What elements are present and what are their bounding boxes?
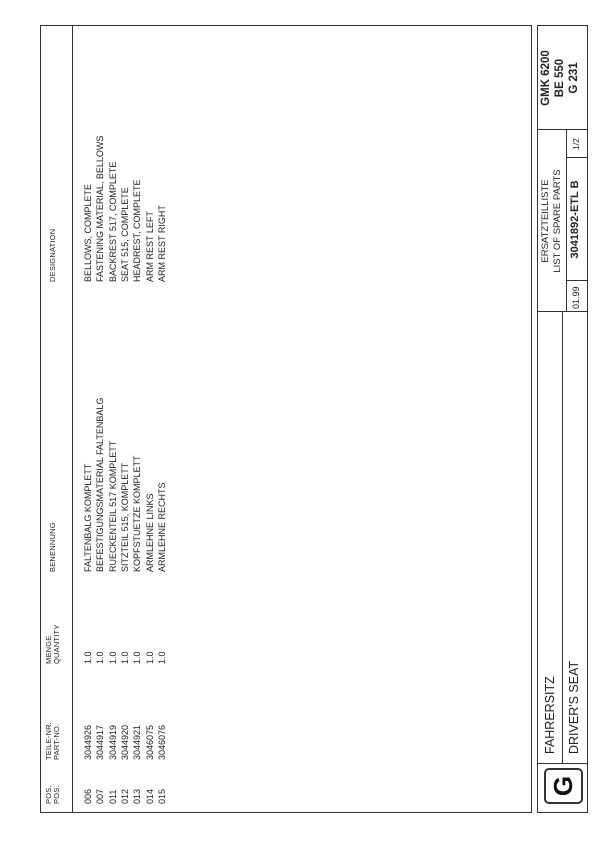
quantity-cell: 1.0 <box>156 651 167 664</box>
table-row <box>145 26 156 812</box>
title-block <box>537 25 588 813</box>
pos-cell: 011 <box>107 789 118 804</box>
designation-cell: ARM REST LEFT <box>144 211 155 282</box>
designation-cell: SEAT 515, COMPLETE <box>119 187 130 282</box>
designation-cell: ARM REST RIGHT <box>156 205 167 282</box>
header-quantity-en: QUANTITY <box>52 624 61 664</box>
pos-cell: 013 <box>132 788 143 804</box>
list-title-de: ERSATZTEILLISTE <box>540 179 551 263</box>
pos-cell: 015 <box>156 788 167 804</box>
benennung-cell: KOPFSTUETZE KOMPLETT <box>132 455 143 572</box>
title-en: DRIVER'S SEAT <box>567 660 581 754</box>
pos-cell: 012 <box>119 788 130 804</box>
page-number: 1/2 <box>571 138 581 150</box>
pos-cell: 006 <box>83 788 93 804</box>
table-row <box>157 26 168 812</box>
part-number-cell: 3044917 <box>95 724 106 760</box>
divider <box>562 312 563 764</box>
header-quantity-de: MENGE <box>44 635 53 664</box>
model-line-1: GMK 6200 <box>540 50 552 106</box>
table-row <box>95 26 106 812</box>
table-row <box>83 26 94 812</box>
title-de: FAHRERSITZ <box>543 676 557 754</box>
table-row <box>108 26 119 812</box>
quantity-cell: 1.0 <box>119 651 130 664</box>
pos-cell: 007 <box>95 788 106 804</box>
table-row <box>132 26 143 812</box>
header-pos <box>41 785 61 804</box>
quantity-cell: 1.0 <box>144 651 155 664</box>
company-logo-icon: G <box>544 768 583 804</box>
header-part-no <box>41 722 61 760</box>
benennung-cell: ARMLEHNE RECHTS <box>156 482 167 572</box>
parts-table <box>40 25 532 813</box>
designation-cell: FASTENING MATERIAL, BELLOWS <box>95 135 106 282</box>
header-pos-de: POS. <box>44 785 53 804</box>
list-title-en: LIST OF SPARE PARTS <box>552 169 563 273</box>
part-number-cell: 3044921 <box>132 724 143 760</box>
part-number-cell: 3046076 <box>156 724 167 760</box>
document-number: 3041892-ETL B <box>569 180 581 259</box>
designation-cell: BELLOWS, COMPLETE <box>83 183 93 282</box>
pos-cell: 014 <box>144 788 155 804</box>
benennung-cell: BEFESTIGUNGSMATERIAL FALTENBALG <box>95 397 106 572</box>
part-number-cell: 3044920 <box>119 724 130 760</box>
benennung-cell: SITZTEIL 515, KOMPLETT <box>119 462 130 572</box>
table-row <box>120 26 131 812</box>
header-quantity <box>41 624 61 664</box>
quantity-cell: 1.0 <box>107 651 118 664</box>
quantity-cell: 1.0 <box>95 651 106 664</box>
header-pos-en: POS. <box>52 785 61 804</box>
table-header <box>41 26 73 812</box>
model-line-2: BE 550 <box>554 58 566 98</box>
benennung-cell: FALTENBALG KOMPLETT <box>83 463 93 572</box>
designation-cell: BACKREST 517, COMPLETE <box>107 161 118 282</box>
part-number-cell: 3046075 <box>144 724 155 760</box>
part-number-cell: 3044919 <box>107 724 118 760</box>
part-number-cell: 3044926 <box>83 724 93 760</box>
benennung-cell: RUECKENTEIL 517 KOMPLETT <box>107 440 118 572</box>
model-line-3: G 231 <box>568 62 580 94</box>
date: 01.99 <box>571 286 581 309</box>
benennung-cell: ARMLEHNE LINKS <box>144 493 155 572</box>
quantity-cell: 1.0 <box>83 651 93 664</box>
header-designation: DESIGNATION <box>48 228 57 282</box>
header-part-no-en: PART-NO. <box>52 723 61 760</box>
quantity-cell: 1.0 <box>132 651 143 664</box>
header-part-no-de: TEILE-NR. <box>44 721 53 760</box>
header-benennung: BENENNUNG <box>48 522 57 572</box>
designation-cell: HEADREST, COMPLETE <box>132 179 143 282</box>
